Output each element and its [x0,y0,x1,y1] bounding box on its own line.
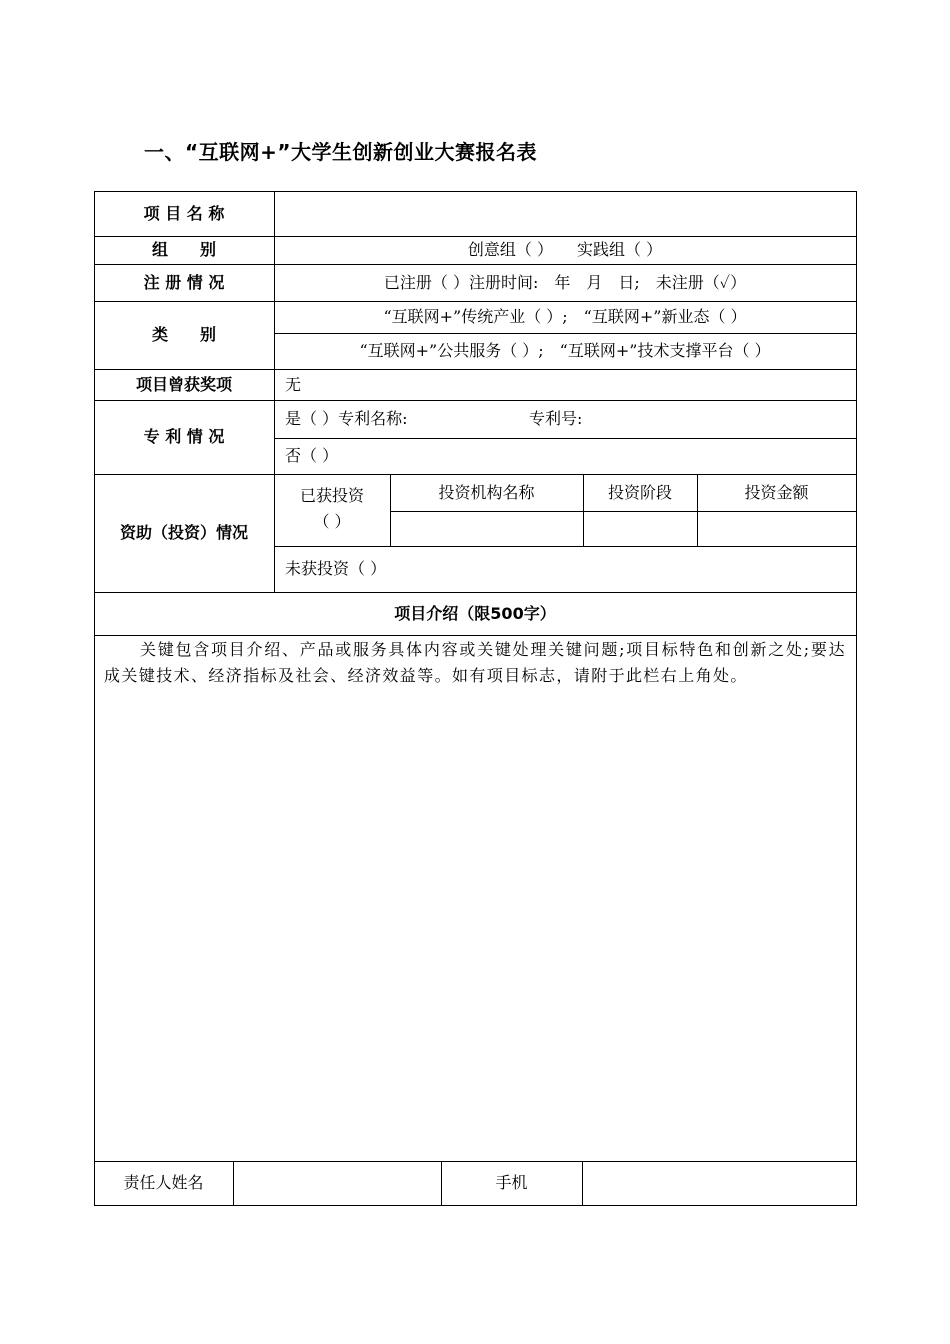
registration-options[interactable]: 已注册（ ）注册时间: 年 月 日; 未注册（✓） [383,272,747,292]
category-label: 类 别 [151,325,216,344]
awards-value[interactable]: 无 [285,374,302,394]
registration-label: 注 册 情 况 [143,272,225,292]
not-invested-option[interactable]: 未获投资（ ） [285,559,387,578]
patent-number-label[interactable]: 专利号: [529,409,583,428]
patent-no-line[interactable]: 否（ ） [285,446,339,465]
investment-stage-field[interactable] [583,511,697,546]
investment-amount-field[interactable] [697,511,856,546]
project-name-label: 项 目 名 称 [143,203,225,223]
group-options[interactable]: 创意组（ ） 实践组（ ） [467,240,663,259]
responsible-name-label: 责任人姓名 [123,1173,204,1192]
phone-field[interactable] [582,1161,856,1205]
col-investment-amount: 投资金额 [744,482,809,502]
patent-yes-line[interactable]: 是（ ）专利名称: [285,409,408,428]
patent-label: 专 利 情 况 [143,427,225,446]
awards-label: 项目曾获奖项 [135,374,232,394]
col-investor-name: 投资机构名称 [438,482,535,502]
responsible-name-field[interactable] [233,1161,441,1205]
invested-checkbox[interactable] [274,483,390,535]
invested-paren: （ ） [313,512,351,531]
col-investment-stage: 投资阶段 [607,482,672,502]
intro-text-area[interactable]: 关键包含项目介绍、产品或服务具体内容或关键处理关键问题;项目标特色和创新之处;要达成关键技术、经济指标及社会、经济效益等。如有项目标志，请附于此栏右上角处。 [104,640,846,685]
phone-label: 手机 [495,1173,528,1192]
invested-label: 已获投资 [299,486,364,505]
form-title: 一、“互联网+”大学生创新创业大赛报名表 [144,140,538,164]
funding-label: 资助（投资）情况 [119,523,248,542]
category-options-line2[interactable]: “互联网+”公共服务（ ）; “互联网+”技术支撑平台（ ） [359,341,771,360]
category-options-line1[interactable]: “互联网+”传统产业（ ）; “互联网+”新业态（ ） [383,307,747,326]
group-label: 组 别 [151,240,216,259]
project-name-field[interactable] [274,191,856,236]
investor-name-field[interactable] [390,511,583,546]
intro-header: 项目介绍（限500字） [394,603,556,623]
